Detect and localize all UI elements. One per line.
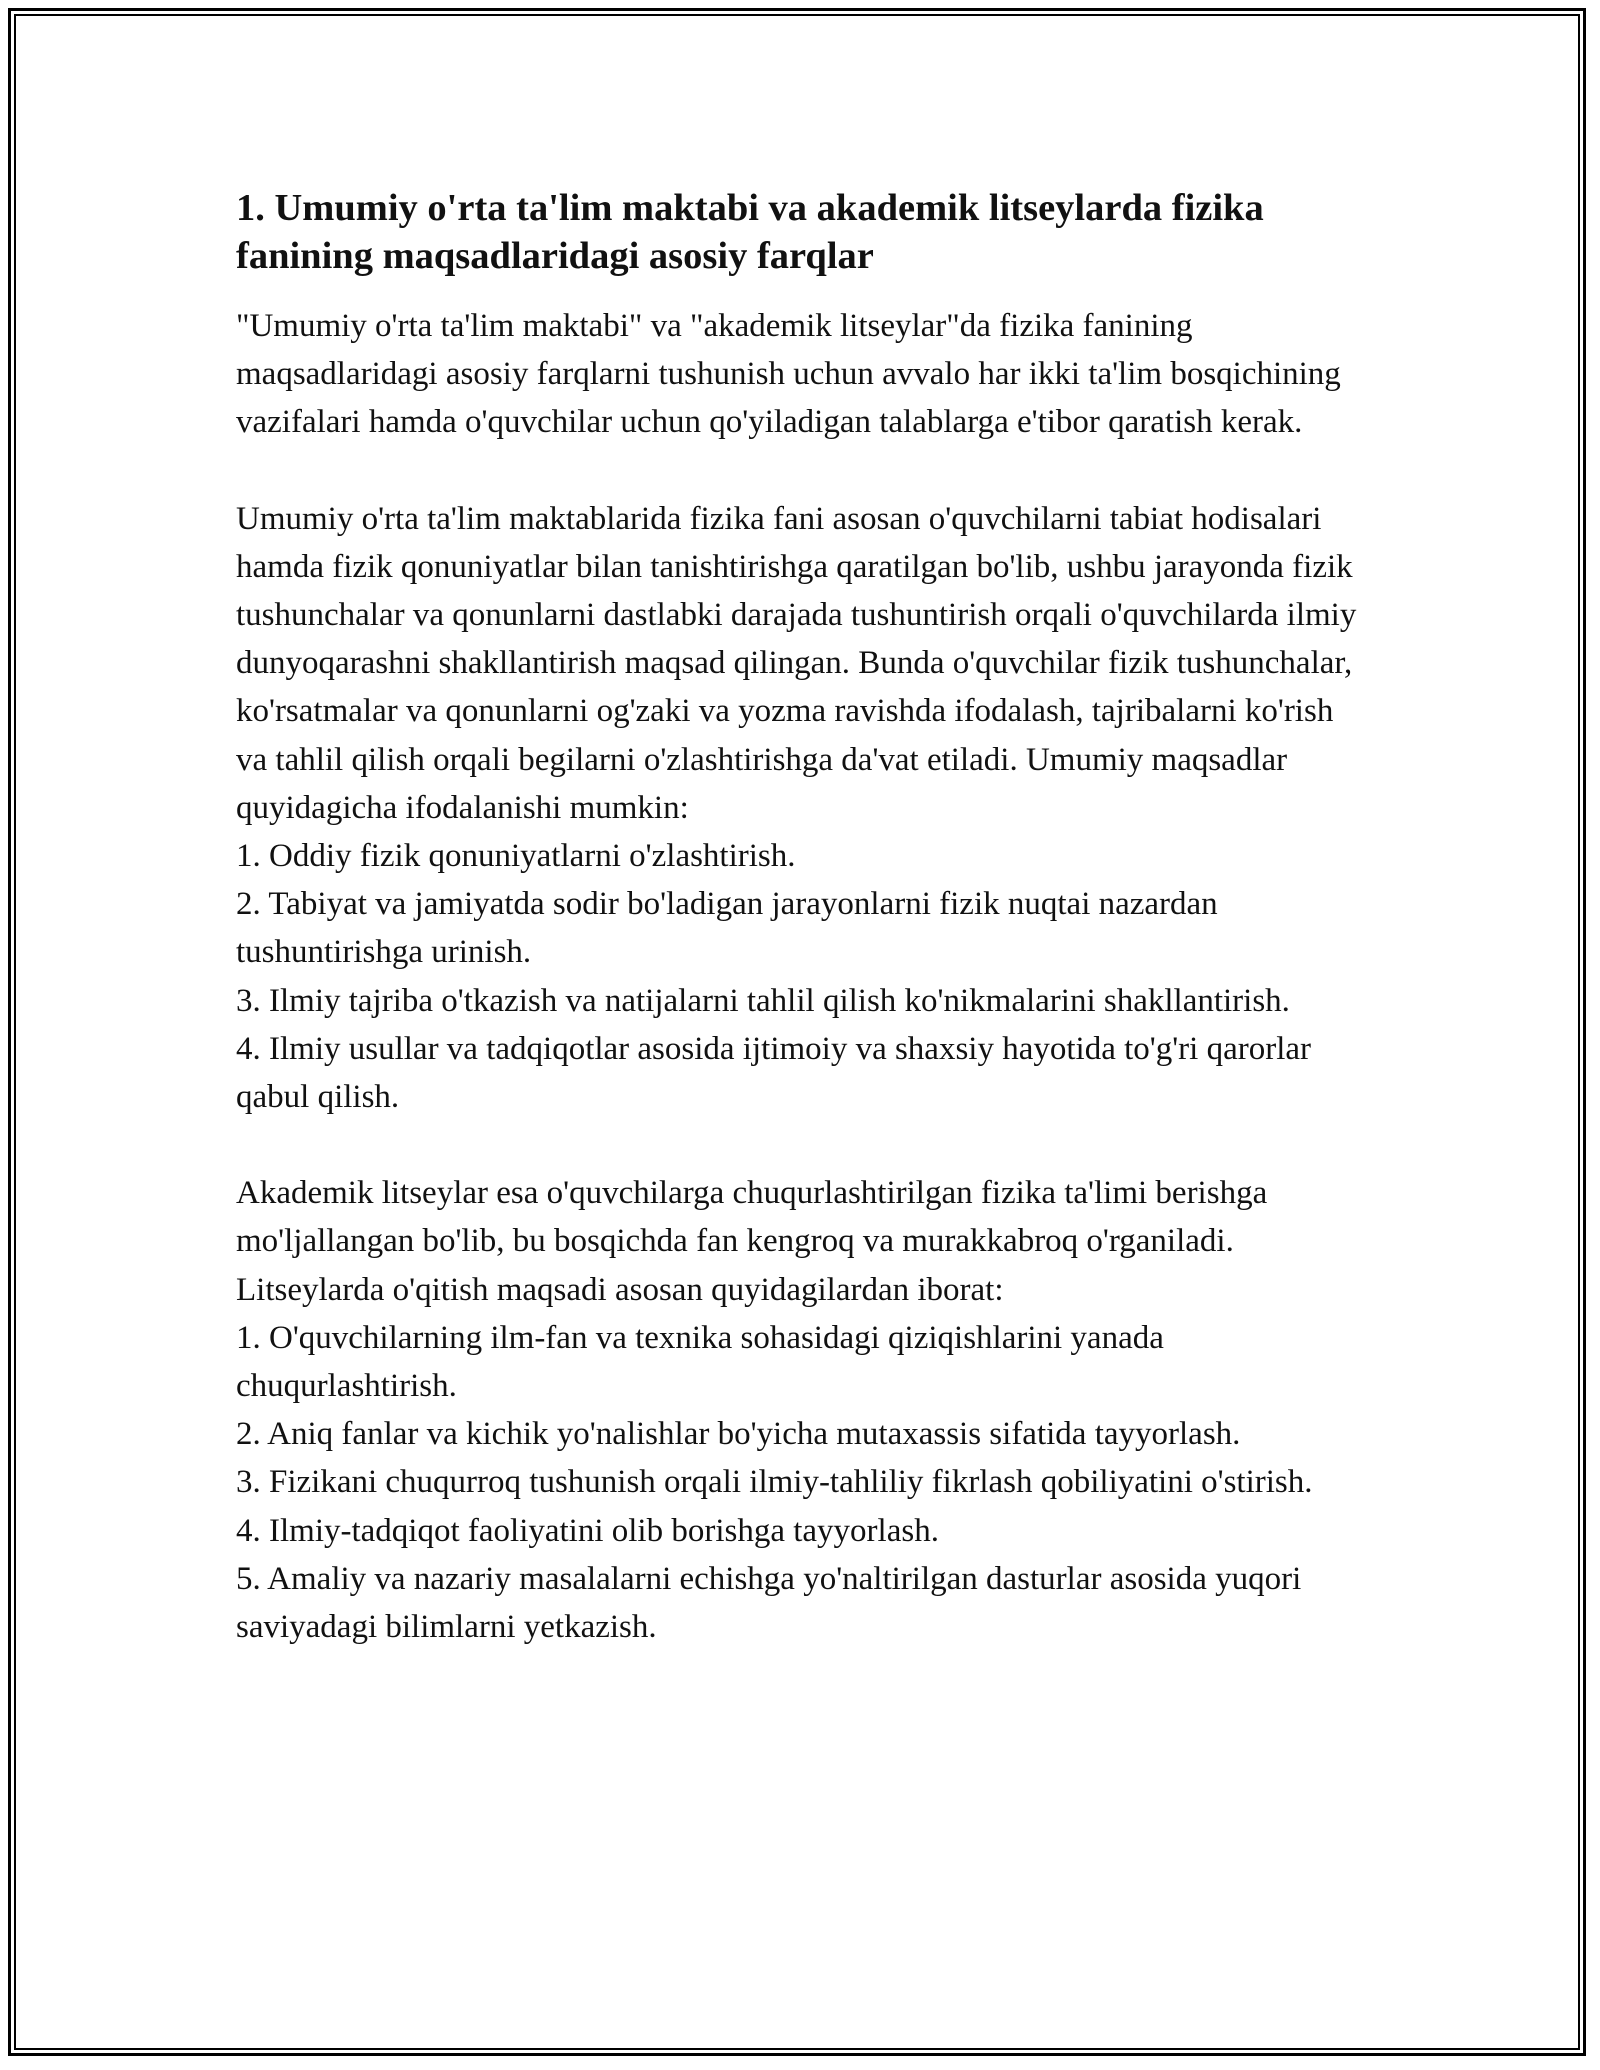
paragraph-gap: [236, 1121, 1366, 1169]
school-goal-item: 1. Oddiy fizik qonuniyatlarni o'zlashtirish.: [236, 838, 796, 875]
lyceum-goal-item: 1. O'quvchilarning ilm-fan va texnika sohasidagi qiziqishlarini yanada chuqurlashtirish.: [236, 1319, 1164, 1405]
lyceum-section: [236, 1169, 1366, 1651]
intro-paragraph: "Umumiy o'rta ta'lim maktabi" va "akademik litseylar"da fizika fanining maqsadlaridagi asosiy farqlarni tushunish uchun avvalo har ikki ta'lim bosqichining vazifalari hamda o'quvchilar uchun qo'yiladigan talablarga e'tibor qaratish kerak.: [236, 308, 1341, 441]
school-goal-item: 4. Ilmiy usullar va tadqiqotlar asosida ijtimoiy va shaxsiy hayotida to'g'ri qarorlar qabul qilish.: [236, 1030, 1311, 1116]
lyceum-goal-item: 2. Aniq fanlar va kichik yo'nalishlar bo'yicha mutaxassis sifatida tayyorlash.: [236, 1416, 1241, 1453]
lyceum-goal-item: 5. Amaliy va nazariy masalalarni echishga yo'naltirilgan dasturlar asosida yuqori saviyadagi bilimlarni yetkazish.: [236, 1560, 1302, 1646]
document-body: [236, 184, 1366, 1651]
lyceum-paragraph: Akademik litseylar esa o'quvchilarga chuqurlashtirilgan fizika ta'limi berishga mo'ljallangan bo'lib, bu bosqichda fan kengroq va murakkabroq o'rganiladi. Litseylarda o'qitish maqsadi asosan quyidagilardan iborat:: [236, 1175, 1268, 1308]
school-paragraph: Umumiy o'rta ta'lim maktablarida fizika fani asosan o'quvchilarni tabiat hodisalari hamda fizik qonuniyatlar bilan tanishtirishga qaratilgan bo'lib, ushbu jarayonda fizik tushunchalar va qonunlarni dastlabki darajada tushuntirish orqali o'quvchilarda ilmiy dunyoqarashni shakllantirish maqsad qilingan. Bunda o'quvchilar fizik tushunchalar, ko'rsatmalar va qonunlarni og'zaki va yozma ravishda ifodalash, tajribalarni ko'rish va tahlil qilish orqali begilarni o'zlashtirishga da'vat etiladi. Umumiy maqsadlar quyidagicha ifodalanishi mumkin:: [236, 500, 1357, 826]
lyceum-goal-item: 3. Fizikani chuqurroq tushunish orqali ilmiy-tahliliy fikrlash qobiliyatini o'stirish.: [236, 1464, 1313, 1501]
school-goal-item: 2. Tabiyat va jamiyatda sodir bo'ladigan jarayonlarni fizik nuqtai nazardan tushuntirishga urinish.: [236, 886, 1218, 971]
paragraph-gap: [236, 447, 1366, 495]
section-title: 1. Umumiy o'rta ta'lim maktabi va akademik litseylarda fizika fanining maqsadlaridagi asosiy farqlar: [236, 187, 1264, 277]
lyceum-goal-item: 4. Ilmiy-tadqiqot faoliyatini olib borishga tayyorlash.: [236, 1512, 939, 1549]
school-section: [236, 495, 1366, 1122]
school-goal-item: 3. Ilmiy tajriba o'tkazish va natijalarni tahlil qilish ko'nikmalarini shakllantirish.: [236, 982, 1290, 1019]
